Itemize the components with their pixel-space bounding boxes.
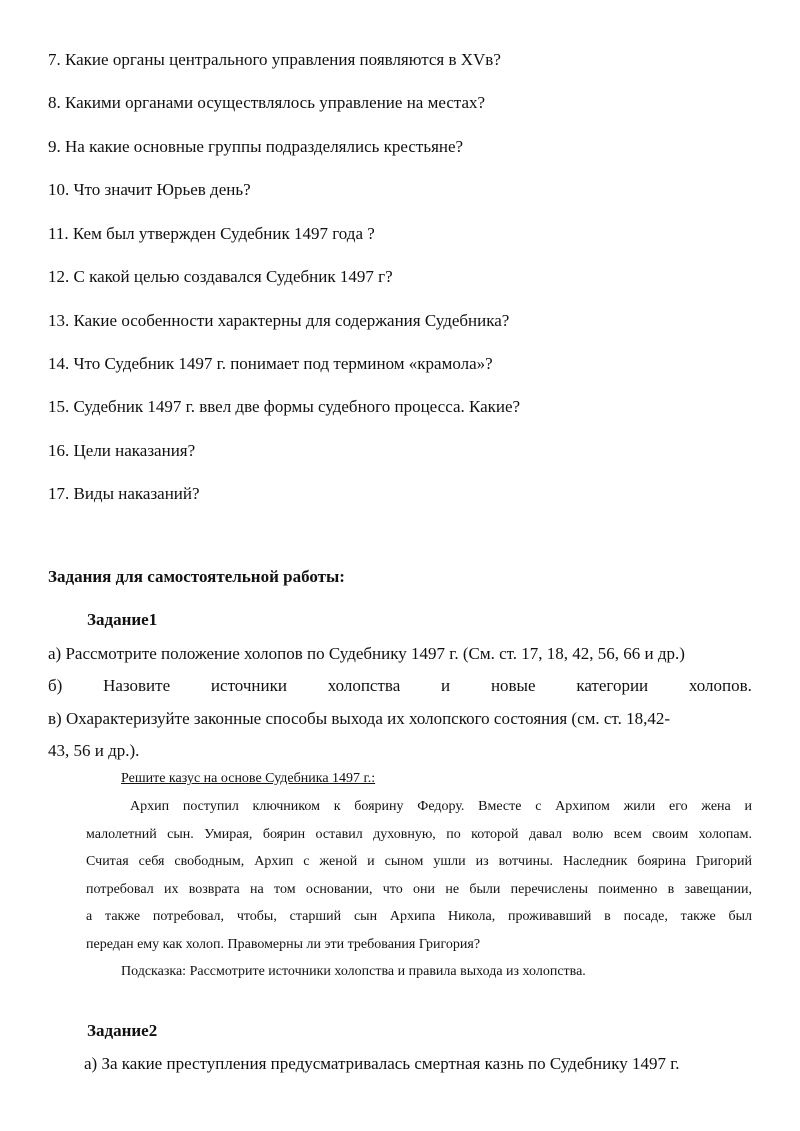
task1-item-b-word: холопства [327, 676, 401, 695]
task1-item-b-word: категории [576, 676, 649, 695]
case-text-line: передан ему как холоп. Правомерны ли эти требования Григория? [86, 937, 481, 952]
question-13: 13. Какие особенности характерны для содержания Судебника? [48, 311, 510, 330]
question-17: 17. Виды наказаний? [48, 484, 200, 503]
case-text-line: Архип поступил ключником к боярину Федору. Вместе с Архипом жили его жена и [130, 799, 752, 814]
case-hint: Подсказка: Рассмотрите источники холопства и правила выхода из холопства. [121, 964, 586, 979]
task1-item-b-word: холопов. [688, 676, 752, 695]
case-text-line: Считая себя свободным, Архип с женой и сыном ушли из вотчины. Наследник боярина Григорий [86, 854, 752, 869]
task1-item-c: в) Охарактеризуйте законные способы выхода их холопского состояния (см. ст. 18,42- [48, 709, 670, 728]
task1-item-b-word: б) [48, 676, 63, 695]
task2-item-a: а) За какие преступления предусматривалась смертная казнь по Судебнику 1497 г. [84, 1054, 680, 1073]
task1-item-c-continuation: 43, 56 и др.). [48, 741, 140, 760]
task1-item-b [48, 676, 752, 696]
task1-item-b-word: и [441, 676, 451, 695]
question-10: 10. Что значит Юрьев день? [48, 180, 251, 199]
question-8: 8. Какими органами осуществлялось управление на местах? [48, 93, 486, 112]
task1-title: Задание1 [87, 610, 158, 629]
case-text-line: малолетний сын. Умирая, боярин оставил духовную, по которой давал волю всем своим холопам. [86, 827, 752, 842]
question-14: 14. Что Судебник 1497 г. понимает под термином «крамола»? [48, 354, 493, 373]
question-9: 9. На какие основные группы подразделялись крестьяне? [48, 137, 464, 156]
question-7: 7. Какие органы центрального управления появляются в XVв? [48, 50, 501, 69]
task1-item-b-word: Назовите [103, 676, 171, 695]
section-title: Задания для самостоятельной работы: [48, 567, 345, 586]
case-heading: Решите казус на основе Судебника 1497 г.: [121, 771, 376, 786]
task1-item-b-word: источники [210, 676, 287, 695]
case-text-line: потребовал их возврата на том основании, что они не были перечислены поименно в завещании, [86, 882, 752, 897]
task2-title: Задание2 [87, 1021, 158, 1040]
task1-item-a: а) Рассмотрите положение холопов по Судебнику 1497 г. (См. ст. 17, 18, 42, 56, 66 и др.) [48, 644, 685, 663]
question-16: 16. Цели наказания? [48, 441, 196, 460]
question-12: 12. С какой целью создавался Судебник 1497 г? [48, 267, 393, 286]
case-text-line: а также потребовал, чтобы, старший сын Архипа Никола, проживавший в посаде, также был [86, 909, 752, 924]
task1-item-b-word: новые [490, 676, 536, 695]
question-11: 11. Кем был утвержден Судебник 1497 года ? [48, 224, 375, 243]
question-15: 15. Судебник 1497 г. ввел две формы судебного процесса. Какие? [48, 397, 521, 416]
